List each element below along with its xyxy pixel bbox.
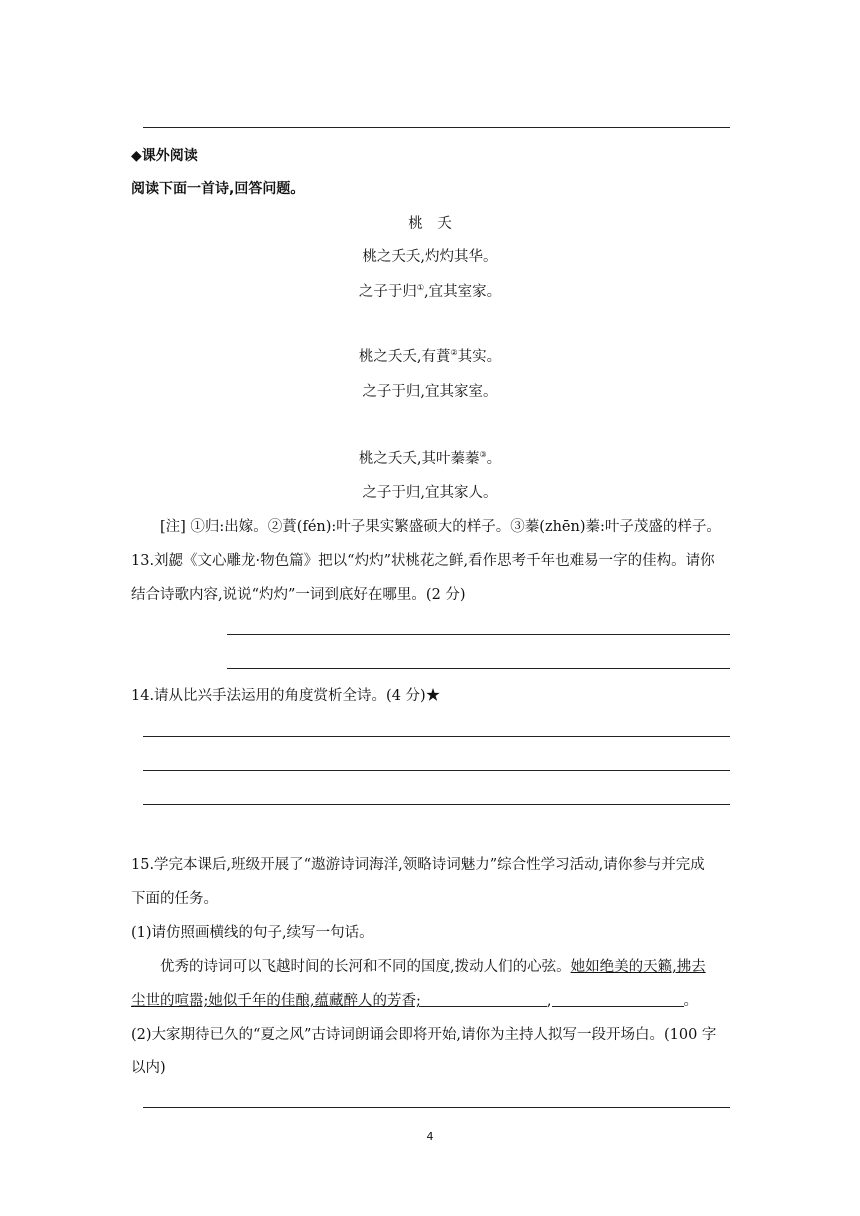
fill-in-blank-2[interactable]: [552, 992, 684, 1007]
poem-line-4: 之子于归,宜其家室。: [362, 384, 498, 400]
question-15-sub-2-line-2: 以内): [131, 1060, 166, 1076]
paragraph-plain: 优秀的诗词可以飞越时间的长河和不同的国度,拨动人们的心弦。: [160, 959, 571, 975]
question-15-sub-2-line-1: (2)大家期待已久的“夏之风”古诗词朗诵会即将开始,请你为主持人拟写一段开场白。(100 字: [131, 1027, 717, 1043]
answer-line[interactable]: [143, 804, 730, 805]
poem-line-3-b: 其实。: [457, 349, 502, 365]
poem-line-6: 之子于归,宜其家人。: [362, 485, 498, 501]
comma: ,: [546, 993, 552, 1009]
poem-line-2-a: 之子于归: [358, 284, 417, 300]
poem-line-2: [0, 282, 860, 302]
footnote-marker: ①: [416, 283, 425, 292]
poem-line-3: [0, 347, 860, 367]
question-15-paragraph-line-2: [131, 991, 698, 1011]
poem-line-1: 桃之夭夭,灼灼其华。: [362, 249, 498, 265]
question-13-line-1: 13.刘勰《文心雕龙·物色篇》把以“灼灼”状桃花之鲜,看作思考千年也难易一字的佳构。请你: [131, 553, 715, 569]
poem-annotation: [注] ①归:出嫁。②蕡(fén):叶子果实繁盛硕大的样子。③蓁(zhēn)蓁:叶子茂盛的样子。: [160, 519, 721, 535]
answer-line[interactable]: [143, 736, 730, 737]
underlined-sentence: 她如绝美的天籁,拂去: [570, 959, 706, 975]
question-15-paragraph-line-1: [160, 957, 706, 977]
section-heading: ◆课外阅读: [131, 148, 198, 164]
question-13-line-2: 结合诗歌内容,说说“灼灼”一词到底好在哪里。(2 分): [131, 587, 466, 603]
question-15-line-1: 15.学完本课后,班级开展了“遨游诗词海洋,领略诗词魅力”综合性学习活动,请你参与并完成: [131, 857, 705, 873]
answer-line[interactable]: [143, 770, 730, 771]
poem-line-5: [0, 449, 860, 469]
answer-line[interactable]: [143, 1107, 730, 1108]
poem-line-5-b: 。: [486, 451, 502, 467]
footnote-marker: ②: [450, 348, 458, 357]
answer-line[interactable]: [227, 668, 730, 669]
question-15-sub-1: (1)请仿照画横线的句子,续写一句话。: [131, 925, 374, 941]
poem-line-3-a: 桃之夭夭,有蕡: [358, 349, 451, 365]
page-number: 4: [426, 1130, 434, 1143]
answer-line: [143, 127, 730, 128]
question-15-line-2: 下面的任务。: [131, 891, 218, 907]
footnote-marker: ③: [479, 450, 487, 459]
underlined-sentence-cont: 尘世的喧嚣;她似千年的佳酿,蕴藏醉人的芳香;: [131, 993, 421, 1009]
poem-line-5-a: 桃之夭夭,其叶蓁蓁: [358, 451, 480, 467]
answer-line[interactable]: [227, 634, 730, 635]
poem-title: 桃 夭: [408, 216, 452, 232]
instruction: 阅读下面一首诗,回答问题。: [131, 181, 305, 197]
fill-in-blank-1[interactable]: [421, 992, 547, 1007]
period: 。: [683, 993, 698, 1009]
question-14: 14.请从比兴手法运用的角度赏析全诗。(4 分)★: [131, 688, 441, 704]
poem-line-2-b: ,宜其室家。: [424, 284, 502, 300]
